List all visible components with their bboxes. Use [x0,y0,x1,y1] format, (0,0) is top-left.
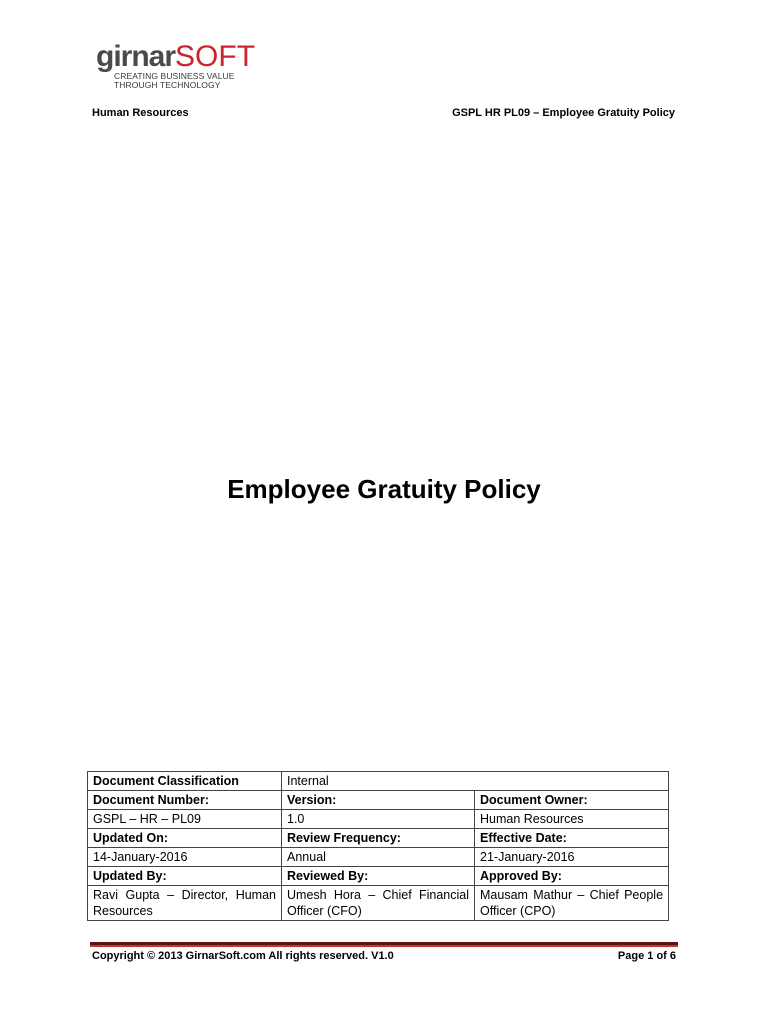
updated-by-value: Ravi Gupta – Director, Human Resources [88,886,282,921]
document-number-label: Document Number: [88,791,282,810]
table-row [88,810,669,829]
document-owner-label: Document Owner: [475,791,669,810]
footer-copyright: Copyright © 2013 GirnarSoft.com All rights reserved. V1.0 [92,950,394,962]
logo-tagline-2: THROUGH TECHNOLOGY [114,80,221,90]
effective-date-label: Effective Date: [475,829,669,848]
header-department: Human Resources [92,107,189,119]
document-info-table [87,771,669,921]
version-label: Version: [282,791,475,810]
approved-by-value: Mausam Mathur – Chief People Officer (CPO) [475,886,669,921]
footer-rule-red [90,945,678,947]
logo-soft: SOFT [175,40,256,73]
effective-date-value: 21-January-2016 [475,848,669,867]
footer-page-number: Page 1 of 6 [617,950,676,962]
reviewed-by-value: Umesh Hora – Chief Financial Officer (CFO) [282,886,475,921]
document-number-value: GSPL – HR – PL09 [88,810,282,829]
approved-by-label: Approved By: [475,867,669,886]
classification-label: Document Classification [88,772,282,791]
company-logo [96,40,256,94]
review-frequency-label: Review Frequency: [282,829,475,848]
document-title: Employee Gratuity Policy [227,474,541,504]
classification-value: Internal [282,772,669,791]
version-value: 1.0 [282,810,475,829]
document-owner-value: Human Resources [475,810,669,829]
logo-tagline-1: CREATING BUSINESS VALUE [114,71,235,81]
table-row [88,791,669,810]
table-row [88,829,669,848]
header-document-id: GSPL HR PL09 – Employee Gratuity Policy [452,107,675,119]
logo-girnar: girnar [96,40,176,73]
logo-wordmark [96,40,256,73]
review-frequency-value: Annual [282,848,475,867]
table-row [88,867,669,886]
updated-on-label: Updated On: [88,829,282,848]
table-row [88,772,669,791]
updated-on-value: 14-January-2016 [88,848,282,867]
table-row [88,886,669,921]
reviewed-by-label: Reviewed By: [282,867,475,886]
updated-by-label: Updated By: [88,867,282,886]
table-row [88,848,669,867]
